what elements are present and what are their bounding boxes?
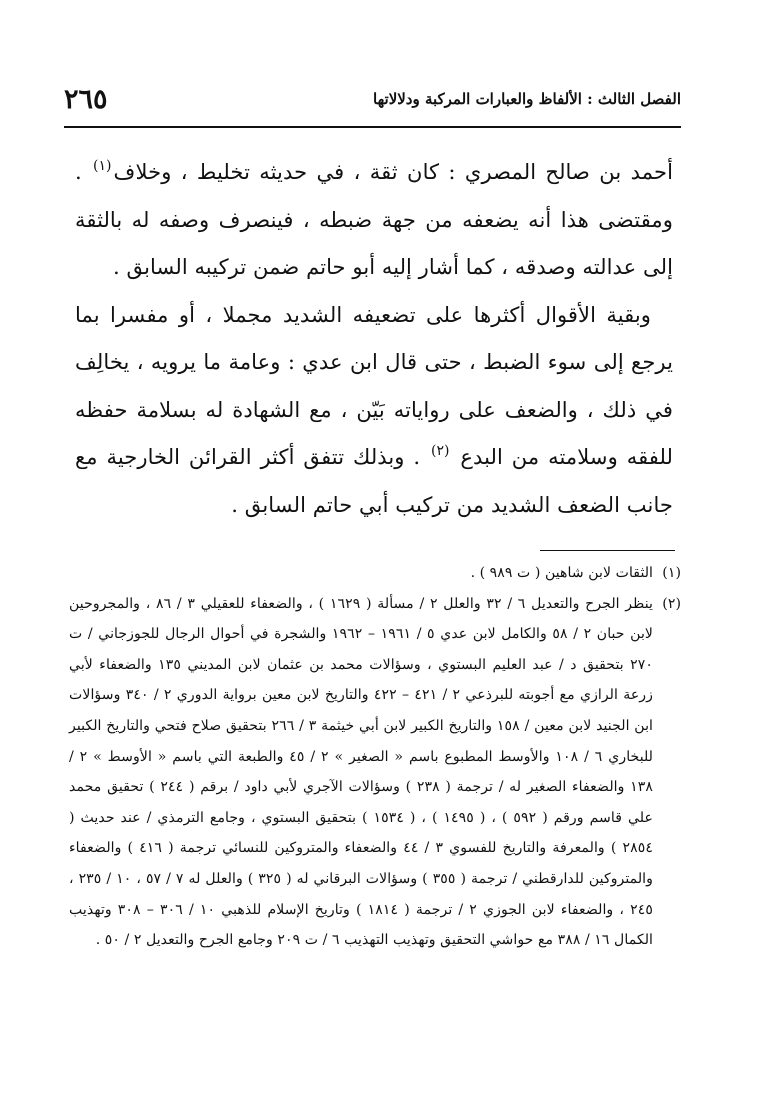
chapter-title: الفصل الثالث : الألفاظ والعبارات المركبة ودلالاتها — [373, 90, 681, 108]
footnote-text: ينظر الجرح والتعديل ٦ / ٣٢ والعلل ٢ / مسألة ( ١٦٢٩ ) ، والضعفاء للعقيلي ٣ / ٨٦ ، والمجروحين لابن حبان ٢ / ٥٨ والكامل لابن عدي ٥ / ١٩٦١ – ١٩٦٢ والشجرة في أحوال الرجال للجوزجاني / ت ٢٧٠ بتحقيق د / عبد العليم البستوي ، وسؤالات محمد بن عثمان لابن المديني ١٣٥ والضعفاء لأبي زرعة الرازي مع أجوبته للبرذعي ٢ / ٤٢١ – ٤٢٢ والتاريخ لابن معين برواية الدوري ٢ / ٣٤٠ وسؤالات ابن الجنيد لابن معين / ١٥٨ والتاريخ الكبير لابن أبي خيثمة ٣ / ٢٦٦ بتحقيق صلاح فتحي والتاريخ الكبير للبخاري ٦ / ١٠٨ والأوسط المطبوع باسم « الصغير » ٢ / ٤٥ والطبعة التي باسم « الأوسط » ٢ / ١٣٨ والضعفاء الصغير له / ترجمة ( ٢٣٨ ) وسؤالات الآجري لأبي داود / برقم ( ٢٤٤ ) تحقيق محمد علي قاسم ورقم ( ٥٩٢ ) ، ( ١٤٩٥ ) ، ( ١٥٣٤ ) بتحقيق البستوي ، وجامع الترمذي / عند حديث ( ٢٨٥٤ ) والمعرفة والتاريخ للفسوي ٣ / ٤٤ والضعفاء والمتروكين للنسائي ترجمة ( ٤١٦ ) والضعفاء والمتروكين للدارقطني / ترجمة ( ٣٥٥ ) وسؤالات البرقاني له ( ٣٢٥ ) والعلل له ٧ / ٥٧ ، ١٠ / ٢٣٥ ، ٢٤٥ ، والضعفاء لابن الجوزي ٢ / ترجمة ( ١٨١٤ ) وتاريخ الإسلام للذهبي ١٠ / ٣٠٦ – ٣٠٨ وتهذيب الكمال ١٦ / ٣٨٨ مع حواشي التحقيق وتهذيب التهذيب ٦ / ت ٢٠٩ وجامع الجرح والتعديل ٢ / ٥٠ . — [69, 595, 653, 949]
footnote-reference-2[interactable]: (٢) — [431, 442, 450, 459]
footnote-2 — [69, 589, 681, 956]
footnote-number: (٢) — [662, 595, 681, 612]
main-text — [75, 148, 673, 528]
paragraph-2-text-b: . وبذلك تتفق أكثر القرائن الخارجية مع جانب الضعف الشديد من تركيب أبي حاتم السابق . — [75, 444, 673, 517]
paragraph-1-text-b: . ومقتضى هذا أنه يضعفه من جهة ضبطه ، فينصرف وصفه له بالثقة إلى عدالته وصدقه ، كما أشار إليه أبو حاتم ضمن تركيبه السابق . — [75, 159, 673, 279]
footnote-number: (١) — [662, 565, 681, 581]
page-number: ٢٦٥ — [64, 84, 108, 115]
running-header — [64, 86, 681, 128]
footnote-text: الثقات لابن شاهين ( ت ٩٨٩ ) . — [470, 565, 653, 581]
paragraph-2-text-a: وبقية الأقوال أكثرها على تضعيفه الشديد مجملا ، أو مفسرا بما يرجع إلى سوء الضبط ، حتى قال ابن عدي : وعامة ما يرويه ، يخالِف في ذلك ، والضعف على رواياته بَيّن ، مع الشهادة له بسلامة حفظه للفقه وسلامته من البدع — [75, 301, 673, 469]
footnote-1 — [69, 558, 681, 589]
footnotes — [69, 558, 681, 956]
paragraph-1 — [75, 148, 673, 291]
paragraph-2 — [75, 291, 673, 529]
paragraph-1-text-a: أحمد بن صالح المصري : كان ثقة ، في حديثه تخليط ، وخلاف — [113, 159, 673, 184]
footnote-divider — [540, 550, 675, 551]
footnote-reference-1[interactable]: (١) — [93, 157, 112, 174]
